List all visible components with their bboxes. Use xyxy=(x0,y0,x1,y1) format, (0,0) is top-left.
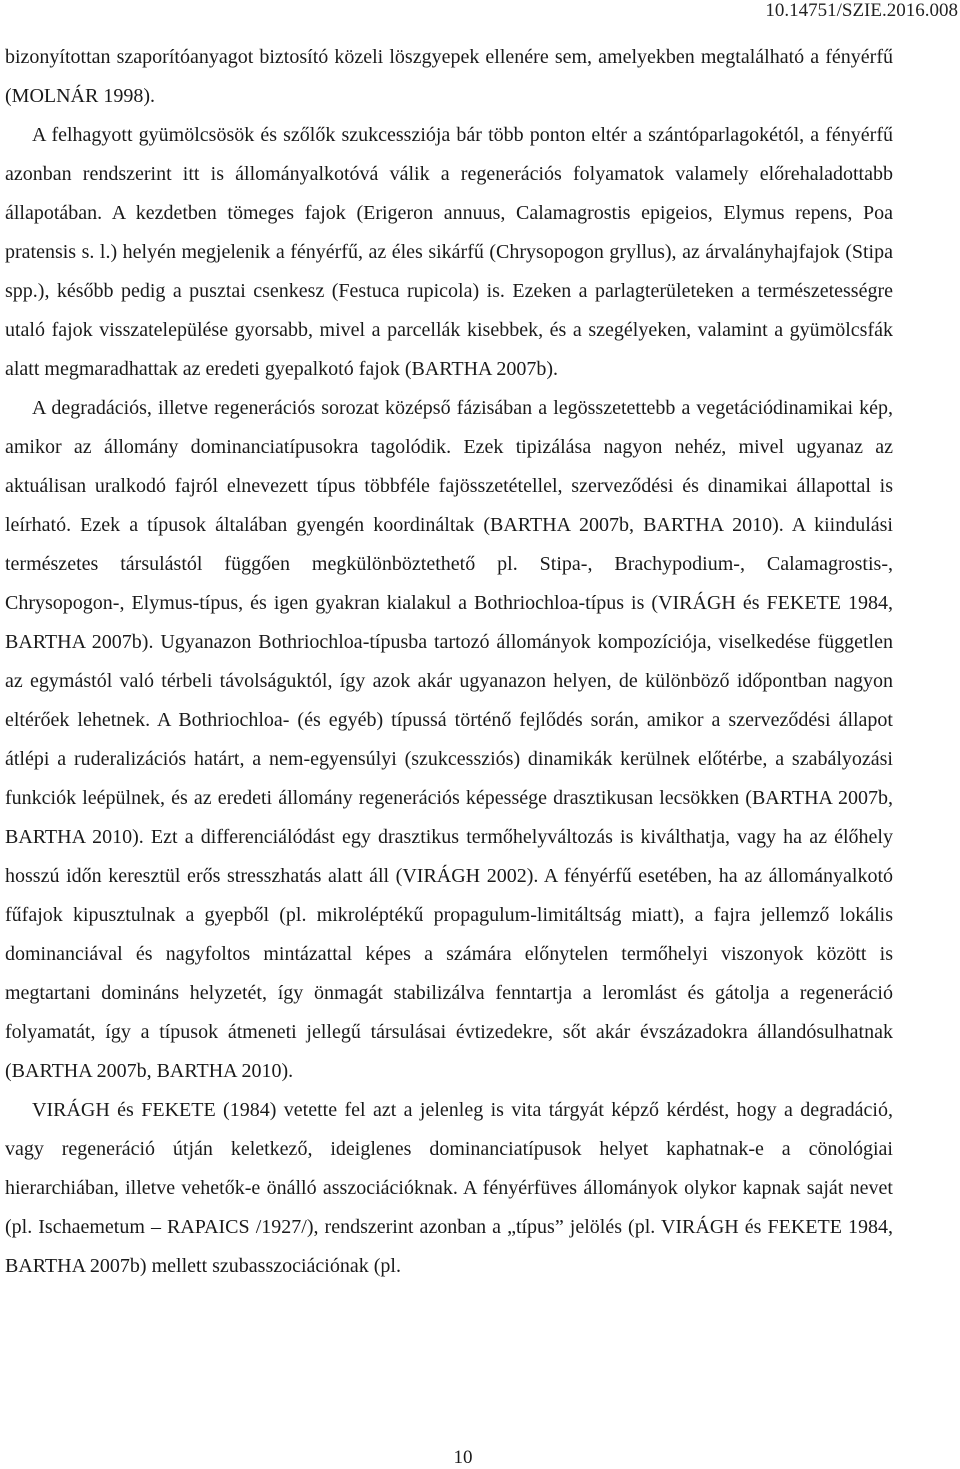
paragraph-1: bizonyítottan szaporítóanyagot biztosító közeli löszgyepek ellenére sem, amelyekben megtalálható a fényérfű (MOLNÁR 1998). xyxy=(5,46,893,107)
document-body xyxy=(5,38,893,1286)
doi-header: 10.14751/SZIE.2016.008 xyxy=(765,0,958,21)
paragraph-4: VIRÁGH és FEKETE (1984) vetette fel azt a jelenleg is vita tárgyát képző kérdést, hogy a degradáció, vagy regeneráció útján keletkező, ideiglenes dominanciatípusok helyet kaphatnak-e a cönológiai hierarchiában, illetve vehetők-e önálló asszociációknak. A fényérfüves állományok olykor kapnak saját nevet (pl. Ischaemetum – RAPAICS /1927/), rendszerint azonban a „típus” jelölés (pl. VIRÁGH és FEKETE 1984, BARTHA 2007b) mellett szubasszociációnak (pl. xyxy=(5,1099,893,1277)
paragraph-2: A felhagyott gyümölcsösök és szőlők szukcessziója bár több ponton eltér a szántóparlagokétól, a fényérfű azonban rendszerint itt is állományalkotóvá válik a regenerációs folyamatok valamely előrehaladottabb állapotában. A kezdetben tömeges fajok (Erigeron annuus, Calamagrostis epigeios, Elymus repens, Poa pratensis s. l.) helyén megjelenik a fényérfű, az éles sikárfű (Chrysopogon gryllus), az árvalányhajfajok (Stipa spp.), később pedig a pusztai csenkesz (Festuca rupicola) is. Ezeken a parlagterületeken a természetességre utaló fajok visszatelepülése gyorsabb, mivel a parcellák kisebbek, és a szegélyeken, valamint a gyümölcsfák alatt megmaradhattak az eredeti gyepalkotó fajok (BARTHA 2007b). xyxy=(5,124,893,380)
page-number: 10 xyxy=(453,1447,473,1468)
paragraph-3: A degradációs, illetve regenerációs sorozat középső fázisában a legösszetettebb a vegetációdinamikai kép, amikor az állomány dominanciatípusokra tagolódik. Ezek tipizálása nagyon nehéz, mivel ugyanaz az aktuálisan uralkodó fajról elnevezett típus többféle fajösszetétellel, szerveződési és dinamikai állapottal is leírható. Ezek a típusok általában gyengén koordináltak (BARTHA 2007b, BARTHA 2010). A kiindulási természetes társulástól függően megkülönböztethető pl. Stipa-, Brachypodium-, Calamagrostis-, Chrysopogon-, Elymus-típus, és igen gyakran kialakul a Bothriochloa-típus is (VIRÁGH és FEKETE 1984, BARTHA 2007b). Ugyanazon Bothriochloa-típusba tartozó állományok kompozíciója, viselkedése független az egymástól való térbeli távolságuktól, így azok akár ugyanazon helyen, de különböző időpontban nagyon eltérőek lehetnek. A Bothriochloa- (és egyéb) típussá történő fejlődés során, amikor a szerveződési állapot átlépi a ruderalizációs határt, a nem-egyensúlyi (szukcessziós) dinamikák kerülnek előtérbe, a szabályozási funkciók leépülnek, és az eredeti állomány regenerációs képessége drasztikusan lecsökken (BARTHA 2007b, BARTHA 2010). Ezt a differenciálódást egy drasztikus termőhelyváltozás is kiválthatja, vagy ha az élőhely hosszú időn keresztül erős stresszhatás alatt áll (VIRÁGH 2002). A fényérfű esetében, ha az állományalkotó fűfajok kipusztulnak a gyepből (pl. mikroléptékű propagulum-limitáltság miatt), a fajra jellemző lokális dominanciával és nagyfoltos mintázattal képes a számára előnytelen termőhelyi viszonyok között is megtartani domináns helyzetét, így önmagát stabilizálva fenntartja a leromlást és gátolja a regeneráció folyamatát, így a típusok átmeneti jellegű társulásai évtizedekre, sőt akár évszázadokra állandósulhatnak (BARTHA 2007b, BARTHA 2010). xyxy=(5,397,893,1082)
